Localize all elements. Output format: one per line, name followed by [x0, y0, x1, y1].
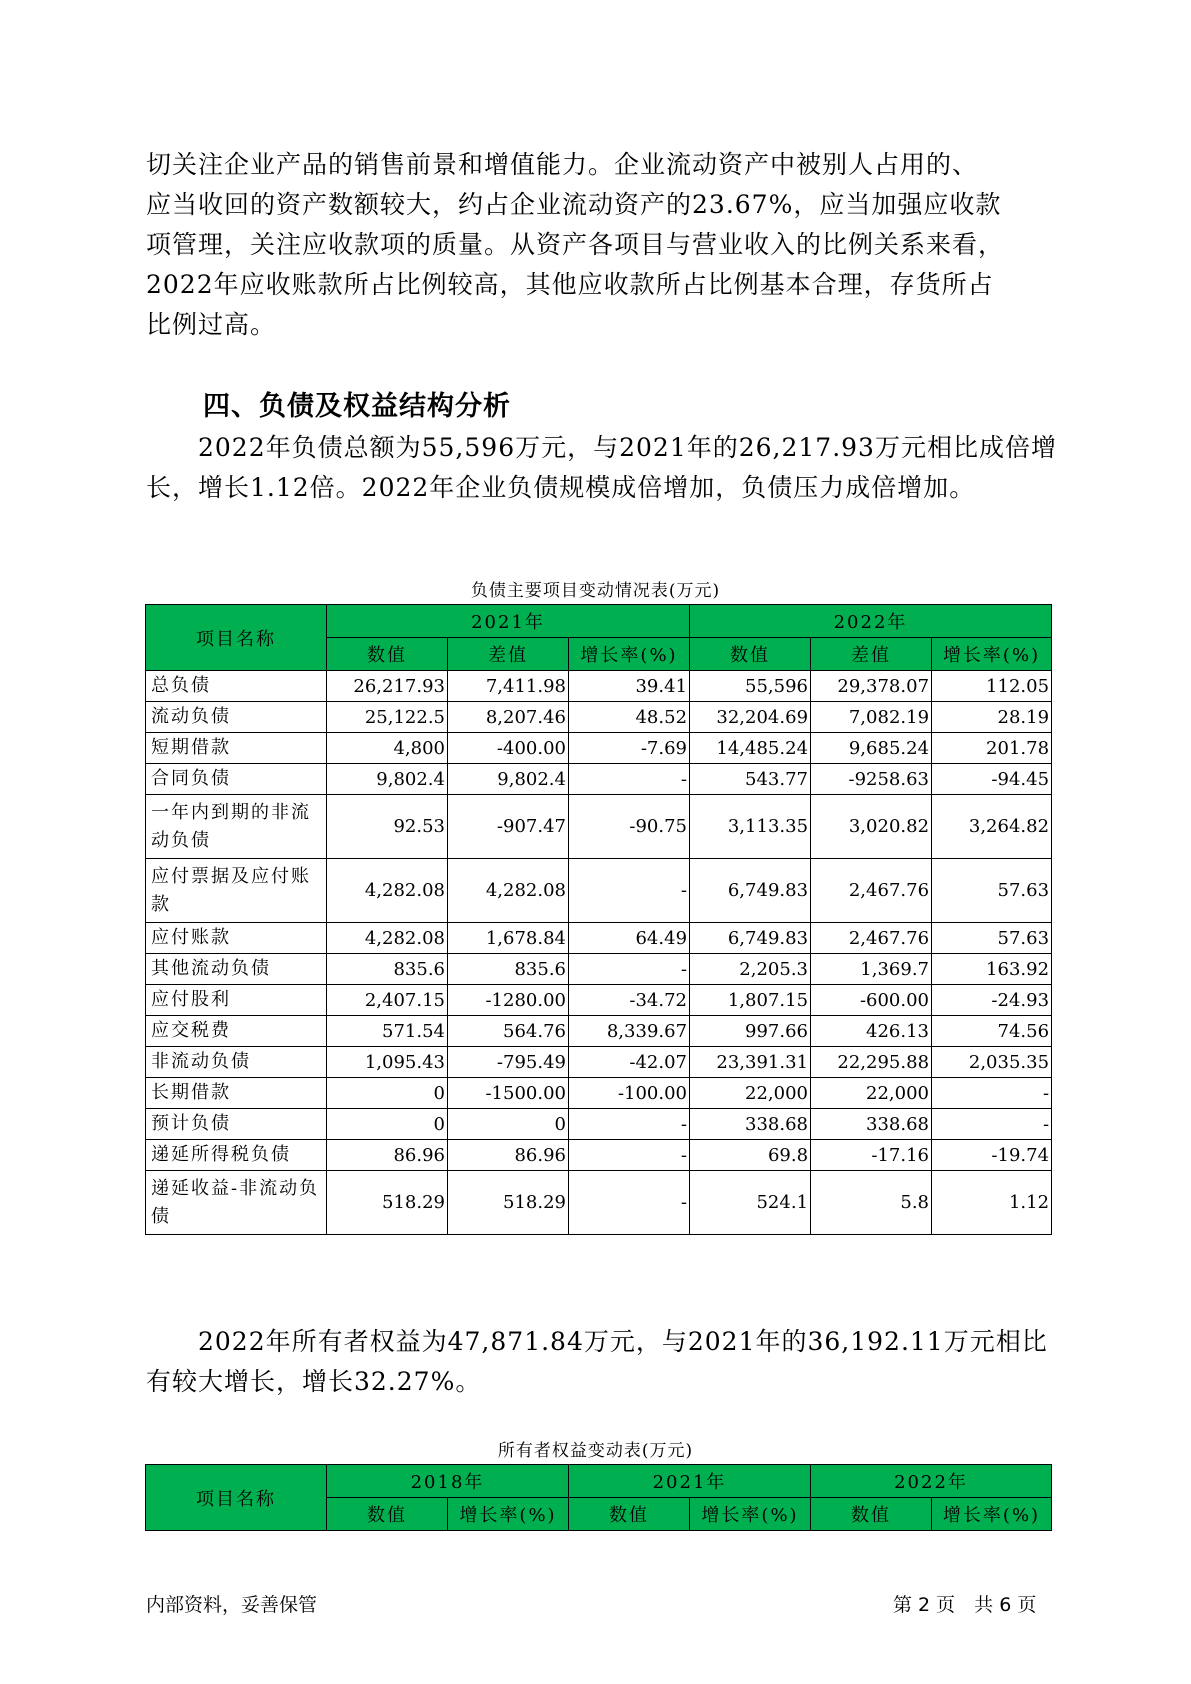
sub-header: 数值	[327, 638, 448, 671]
value-cell: -34.72	[569, 985, 690, 1016]
value-cell: -7.69	[569, 733, 690, 764]
value-cell: -1280.00	[448, 985, 569, 1016]
sub-header: 数值	[811, 1498, 932, 1531]
value-cell: -100.00	[569, 1078, 690, 1109]
value-cell: -19.74	[932, 1140, 1052, 1171]
value-cell: 0	[448, 1109, 569, 1140]
table-row	[146, 1140, 1052, 1171]
value-cell: 92.53	[327, 795, 448, 859]
value-cell: -42.07	[569, 1047, 690, 1078]
row-name-cell: 非流动负债	[146, 1047, 327, 1078]
value-cell: 2,467.76	[811, 859, 932, 923]
paragraph-line: 2022年应收账款所占比例较高，其他应收款所占比例基本合理，存货所占	[146, 270, 994, 299]
name-column-header: 项目名称	[146, 605, 327, 671]
value-cell: -90.75	[569, 795, 690, 859]
value-cell: 3,113.35	[690, 795, 811, 859]
value-cell: -	[932, 1109, 1052, 1140]
equity-table	[145, 1464, 1052, 1531]
value-cell: 1,678.84	[448, 923, 569, 954]
value-cell: -400.00	[448, 733, 569, 764]
value-cell: 543.77	[690, 764, 811, 795]
value-cell: 23,391.31	[690, 1047, 811, 1078]
table-row	[146, 1078, 1052, 1109]
value-cell: -94.45	[932, 764, 1052, 795]
value-cell: 32,204.69	[690, 702, 811, 733]
value-cell: 7,411.98	[448, 671, 569, 702]
value-cell: 6,749.83	[690, 859, 811, 923]
value-cell: -9258.63	[811, 764, 932, 795]
value-cell: 22,295.88	[811, 1047, 932, 1078]
table-row	[146, 671, 1052, 702]
value-cell: 74.56	[932, 1016, 1052, 1047]
row-name-cell: 递延所得税负债	[146, 1140, 327, 1171]
value-cell: 2,467.76	[811, 923, 932, 954]
table-row	[146, 985, 1052, 1016]
value-cell: 426.13	[811, 1016, 932, 1047]
paragraph-line: 应当收回的资产数额较大，约占企业流动资产的23.67%，应当加强应收款	[146, 190, 1002, 219]
value-cell: 25,122.5	[327, 702, 448, 733]
value-cell: 524.1	[690, 1171, 811, 1235]
footer-confidential-note: 内部资料，妥善保管	[146, 1594, 318, 1616]
value-cell: 3,020.82	[811, 795, 932, 859]
value-cell: 64.49	[569, 923, 690, 954]
paragraph-line: 2022年所有者权益为47,871.84万元，与2021年的36,192.11万元相比	[146, 1327, 1048, 1356]
table-row	[146, 764, 1052, 795]
value-cell: 0	[327, 1109, 448, 1140]
value-cell: 9,802.4	[448, 764, 569, 795]
year-header-2018: 2018年	[327, 1465, 569, 1498]
sub-header: 数值	[569, 1498, 690, 1531]
row-name-cell: 其他流动负债	[146, 954, 327, 985]
value-cell: -24.93	[932, 985, 1052, 1016]
equity-table-caption: 所有者权益变动表(万元)	[497, 1441, 694, 1461]
year-header-2021: 2021年	[327, 605, 690, 638]
value-cell: 518.29	[448, 1171, 569, 1235]
row-name-cell: 总负债	[146, 671, 327, 702]
value-cell: 4,282.08	[327, 859, 448, 923]
value-cell: 8,207.46	[448, 702, 569, 733]
value-cell: 86.96	[448, 1140, 569, 1171]
sub-header: 增长率(%)	[932, 1498, 1052, 1531]
value-cell: 55,596	[690, 671, 811, 702]
table-row	[146, 1016, 1052, 1047]
value-cell: -	[569, 859, 690, 923]
value-cell: 48.52	[569, 702, 690, 733]
debt-table-body	[146, 671, 1052, 1235]
row-name-cell: 递延收益-非流动负债	[146, 1171, 327, 1235]
value-cell: -	[932, 1078, 1052, 1109]
sub-header: 增长率(%)	[690, 1498, 811, 1531]
debt-table	[145, 604, 1052, 1235]
sub-header: 数值	[690, 638, 811, 671]
value-cell: 4,282.08	[448, 859, 569, 923]
value-cell: 835.6	[448, 954, 569, 985]
value-cell: 4,800	[327, 733, 448, 764]
table-row	[146, 702, 1052, 733]
table-row	[146, 1171, 1052, 1235]
value-cell: -	[569, 1109, 690, 1140]
value-cell: 112.05	[932, 671, 1052, 702]
table-row	[146, 795, 1052, 859]
value-cell: 338.68	[690, 1109, 811, 1140]
value-cell: 564.76	[448, 1016, 569, 1047]
name-column-header: 项目名称	[146, 1465, 327, 1531]
sub-header: 差值	[448, 638, 569, 671]
row-name-cell: 长期借款	[146, 1078, 327, 1109]
sub-header: 增长率(%)	[448, 1498, 569, 1531]
table-row	[146, 923, 1052, 954]
row-name-cell: 应付账款	[146, 923, 327, 954]
section-heading: 四、负债及权益结构分析	[203, 391, 511, 422]
value-cell: -17.16	[811, 1140, 932, 1171]
row-name-cell: 合同负债	[146, 764, 327, 795]
row-name-cell: 应付票据及应付账款	[146, 859, 327, 923]
value-cell: -795.49	[448, 1047, 569, 1078]
year-header-2022: 2022年	[811, 1465, 1052, 1498]
sub-header: 增长率(%)	[569, 638, 690, 671]
value-cell: 7,082.19	[811, 702, 932, 733]
value-cell: 163.92	[932, 954, 1052, 985]
value-cell: 1.12	[932, 1171, 1052, 1235]
value-cell: -	[569, 764, 690, 795]
value-cell: -907.47	[448, 795, 569, 859]
row-name-cell: 短期借款	[146, 733, 327, 764]
value-cell: 201.78	[932, 733, 1052, 764]
value-cell: 997.66	[690, 1016, 811, 1047]
intro-paragraph	[146, 145, 1051, 345]
value-cell: 1,807.15	[690, 985, 811, 1016]
value-cell: 4,282.08	[327, 923, 448, 954]
value-cell: -1500.00	[448, 1078, 569, 1109]
paragraph-line: 比例过高。	[146, 310, 277, 339]
value-cell: 1,369.7	[811, 954, 932, 985]
value-cell: 22,000	[690, 1078, 811, 1109]
value-cell: 1,095.43	[327, 1047, 448, 1078]
value-cell: 86.96	[327, 1140, 448, 1171]
value-cell: -	[569, 1171, 690, 1235]
footer-page-number: 第 2 页 共 6 页	[893, 1594, 1037, 1616]
value-cell: -600.00	[811, 985, 932, 1016]
value-cell: 8,339.67	[569, 1016, 690, 1047]
year-header-2021: 2021年	[569, 1465, 811, 1498]
table-row	[146, 859, 1052, 923]
paragraph-line: 长，增长1.12倍。2022年企业负债规模成倍增加，负债压力成倍增加。	[146, 473, 976, 502]
value-cell: 14,485.24	[690, 733, 811, 764]
row-name-cell: 一年内到期的非流动负债	[146, 795, 327, 859]
table-row	[146, 1109, 1052, 1140]
value-cell: 835.6	[327, 954, 448, 985]
value-cell: 6,749.83	[690, 923, 811, 954]
value-cell: 57.63	[932, 923, 1052, 954]
row-name-cell: 预计负债	[146, 1109, 327, 1140]
value-cell: 0	[327, 1078, 448, 1109]
sub-header: 差值	[811, 638, 932, 671]
value-cell: -	[569, 1140, 690, 1171]
value-cell: 28.19	[932, 702, 1052, 733]
table-row	[146, 954, 1052, 985]
debt-paragraph	[146, 428, 1057, 508]
value-cell: 57.63	[932, 859, 1052, 923]
paragraph-line: 切关注企业产品的销售前景和增值能力。企业流动资产中被别人占用的、	[146, 150, 979, 179]
row-name-cell: 流动负债	[146, 702, 327, 733]
paragraph-line: 有较大增长，增长32.27%。	[146, 1367, 482, 1396]
table-row	[146, 1047, 1052, 1078]
value-cell: 29,378.07	[811, 671, 932, 702]
debt-table-caption: 负债主要项目变动情况表(万元)	[470, 581, 721, 601]
value-cell: 2,407.15	[327, 985, 448, 1016]
value-cell: 69.8	[690, 1140, 811, 1171]
value-cell: 2,035.35	[932, 1047, 1052, 1078]
value-cell: -	[569, 954, 690, 985]
row-name-cell: 应交税费	[146, 1016, 327, 1047]
equity-paragraph	[146, 1322, 1051, 1402]
value-cell: 3,264.82	[932, 795, 1052, 859]
value-cell: 9,802.4	[327, 764, 448, 795]
table-row	[146, 733, 1052, 764]
value-cell: 2,205.3	[690, 954, 811, 985]
value-cell: 9,685.24	[811, 733, 932, 764]
year-header-2022: 2022年	[690, 605, 1052, 638]
value-cell: 5.8	[811, 1171, 932, 1235]
paragraph-line: 项管理，关注应收款项的质量。从资产各项目与营业收入的比例关系来看，	[146, 230, 1005, 259]
row-name-cell: 应付股利	[146, 985, 327, 1016]
value-cell: 571.54	[327, 1016, 448, 1047]
paragraph-line: 2022年负债总额为55,596万元，与2021年的26,217.93万元相比成倍增	[146, 433, 1057, 462]
value-cell: 39.41	[569, 671, 690, 702]
sub-header: 增长率(%)	[932, 638, 1052, 671]
value-cell: 518.29	[327, 1171, 448, 1235]
sub-header: 数值	[327, 1498, 448, 1531]
value-cell: 338.68	[811, 1109, 932, 1140]
value-cell: 26,217.93	[327, 671, 448, 702]
value-cell: 22,000	[811, 1078, 932, 1109]
